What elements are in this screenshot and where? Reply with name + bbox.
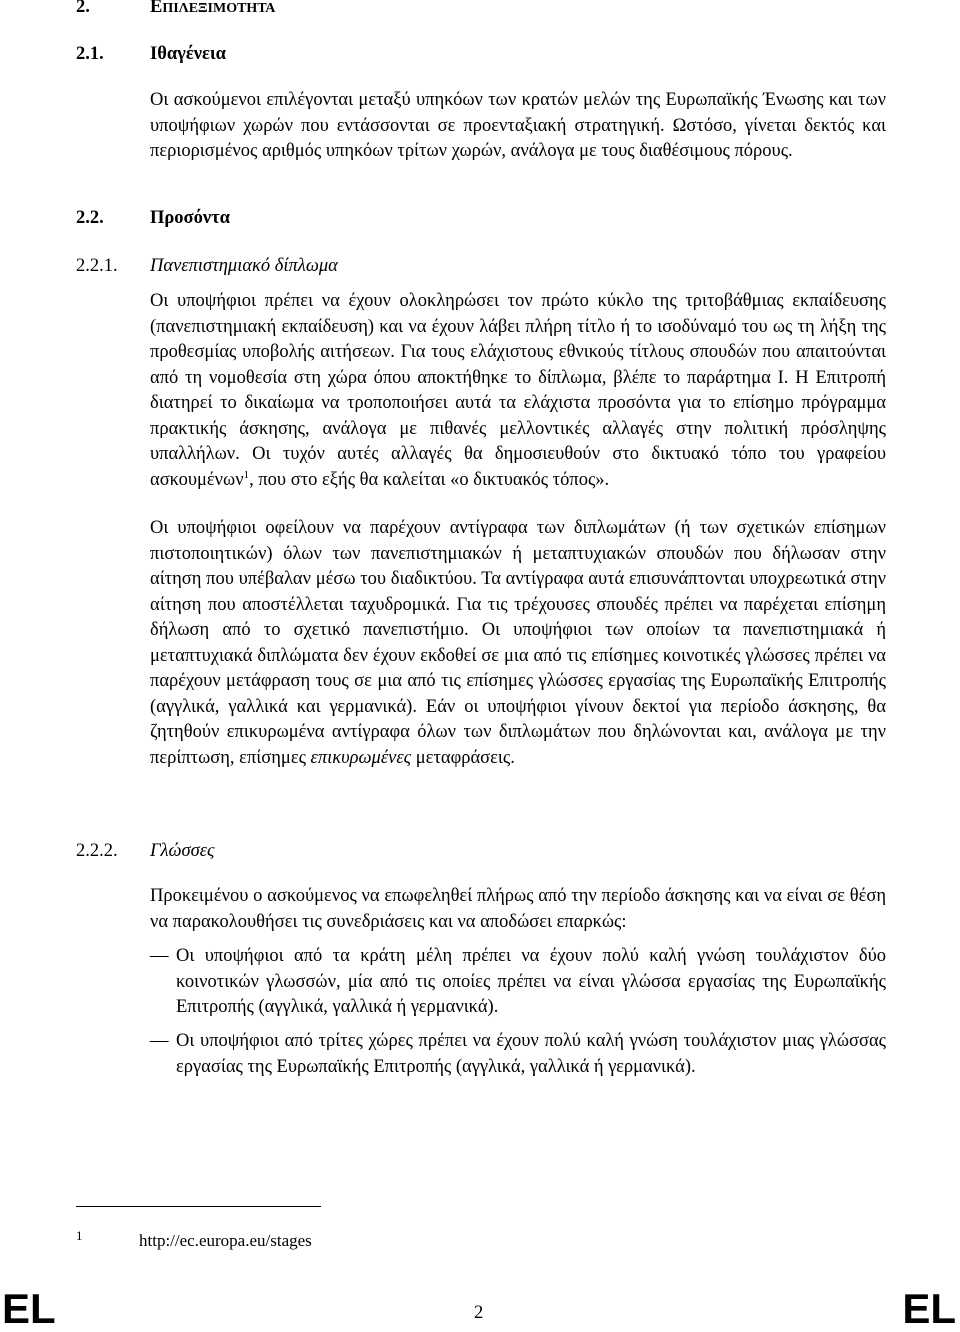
- section-2-title: [150, 0, 275, 22]
- list-item-text: Οι υποψήφιοι από τα κράτη μέλη πρέπει να έχουν πολύ καλή γνώση τουλάχιστον δύο κοινοτικών γλωσσών, μία από τις οποίες πρέπει να είναι γλώσσα εργασίας της Ευρωπαϊκής Επιτροπής (αγγλικά, γαλλικά ή γερμανικά).: [176, 946, 886, 1017]
- section-2-1-title: Ιθαγένεια: [150, 44, 226, 64]
- footnote-mark: 1: [76, 1228, 83, 1243]
- section-2-2-1-title: Πανεπιστημιακό δίπλωμα: [150, 256, 338, 276]
- footnote-reference[interactable]: 1: [243, 468, 250, 481]
- languages-paragraph: Προκειμένου ο ασκούμενος να επωφεληθεί πλήρως από την περίοδο άσκησης και να είναι σε θέση να παρακολουθήσει τις συνεδριάσεις και να αποδώσει επαρκώς:: [150, 886, 886, 932]
- footer-language-left: EL: [2, 1285, 56, 1332]
- section-2-title-rest: ΠΙΛΕΞΙΜΟΤΗΤΑ: [162, 1, 276, 16]
- footer-language-right: EL: [902, 1285, 956, 1332]
- footnote-separator: [76, 1206, 321, 1207]
- dash-bullet: —: [150, 1031, 169, 1051]
- section-2-number: 2.: [76, 0, 90, 17]
- diploma-paragraph-1-text: Οι υποψήφιοι πρέπει να έχουν ολοκληρώσει τον πρώτο κύκλο της τριτοβάθμιας εκπαίδευσης (πανεπιστημιακή εκπαίδευση) και να έχουν λάβει πλήρη τίτλο ή το ισοδύναμό του ως τη λήξη της προθεσμίας υποβολής αιτήσεων. Για τους ελάχιστους εθνικούς τίτλους σπουδών που απαιτούνται από τη νομοθεσία στη χώρα όπου αποκτήθηκε το δίπλωμα, βλέπε το παράρτημα I. Η Επιτροπή διατηρεί το δικαίωμα να τροποποιήσει αυτά τα ελάχιστα προσόντα για το επίσημο πρόγραμμα πρακτικής άσκησης, ανάλογα με πιθανές μελλοντικές αλλαγές στην πολιτική πρόσληψης υπαλλήλων. Οι τυχόν αυτές αλλαγές θα δημοσιευθούν στο δικτυακό τόπο του γραφείου ασκουμένων: [150, 291, 886, 490]
- citizenship-paragraph: Οι ασκούμενοι επιλέγονται μεταξύ υπηκόων των κρατών μελών της Ευρωπαϊκής Ένωσης και των υποψήφιων χωρών που εντάσσονται σε προενταξιακή στρατηγική. Ωστόσο, γίνεται δεκτός και περιορισμένος αριθμός υπηκόων τρίτων χωρών, ανάλογα με τους διαθέσιμους πόρους.: [150, 90, 886, 161]
- diploma-paragraph-2-text: Οι υποψήφιοι οφείλουν να παρέχουν αντίγραφα των διπλωμάτων (ή των σχετικών επίσημων πιστοποιητικών) όλων των πανεπιστημιακών ή μεταπτυχιακών σπουδών που δήλωσαν στην αίτηση που υπέβαλαν μέσω του διαδικτύου. Τα αντίγραφα αυτά επισυνάπτονται υποχρεωτικά στην αίτηση που αποστέλλεται ταχυδρομικά. Για τις τρέχουσες σπουδές πρέπει να παρέχεται επίσημη δήλωση από το σχετικό πανεπιστήμιο. Οι υποψήφιοι των οποίων τα πανεπιστημιακά ή μεταπτυχιακά διπλώματα δεν έχουν εκδοθεί σε μια από τις επίσημες κοινοτικές γλώσσες πρέπει να παρέχουν μετάφραση τους σε μια από τις επίσημες γλώσσες εργασίας της Ευρωπαϊκής Επιτροπής (αγγλικά, γαλλικά και γερμανικά). Εάν οι υποψήφιοι γίνουν δεκτοί για περίοδο άσκησης, θα ζητηθούν επικυρωμένα αντίγραφα όλων των διπλωμάτων που δηλώνονται και, ανάλογα με την περίπτωση, επίσημες: [150, 518, 886, 768]
- section-2-1-number: 2.1.: [76, 44, 104, 64]
- dash-bullet: —: [150, 946, 169, 966]
- footnote-url-link[interactable]: http://ec.europa.eu/stages: [139, 1231, 312, 1250]
- diploma-paragraph-1: [150, 289, 886, 493]
- diploma-paragraph-2: [150, 516, 886, 771]
- list-item-text: Οι υποψήφιοι από τρίτες χώρες πρέπει να έχουν πολύ καλή γνώση τουλάχιστον μιας γλώσσας εργασίας της Ευρωπαϊκής Επιτροπής (αγγλικά, γαλλικά ή γερμανικά).: [176, 1031, 886, 1077]
- section-2-2-number: 2.2.: [76, 208, 104, 228]
- section-2-2-2-title: Γλώσσες: [150, 841, 215, 861]
- section-2-2-1-number: 2.2.1.: [76, 256, 118, 276]
- diploma-paragraph-2-italic: επικυρωμένες: [310, 747, 412, 768]
- diploma-paragraph-1-end: , που στο εξής θα καλείται «ο δικτυακός τόπος».: [249, 469, 610, 490]
- section-2-2-title: Προσόντα: [150, 208, 230, 228]
- section-2-title-initial: Ε: [150, 0, 163, 17]
- page-number: 2: [474, 1303, 484, 1323]
- diploma-paragraph-2-end: μεταφράσεις.: [411, 747, 515, 768]
- section-2-2-2-number: 2.2.2.: [76, 841, 118, 861]
